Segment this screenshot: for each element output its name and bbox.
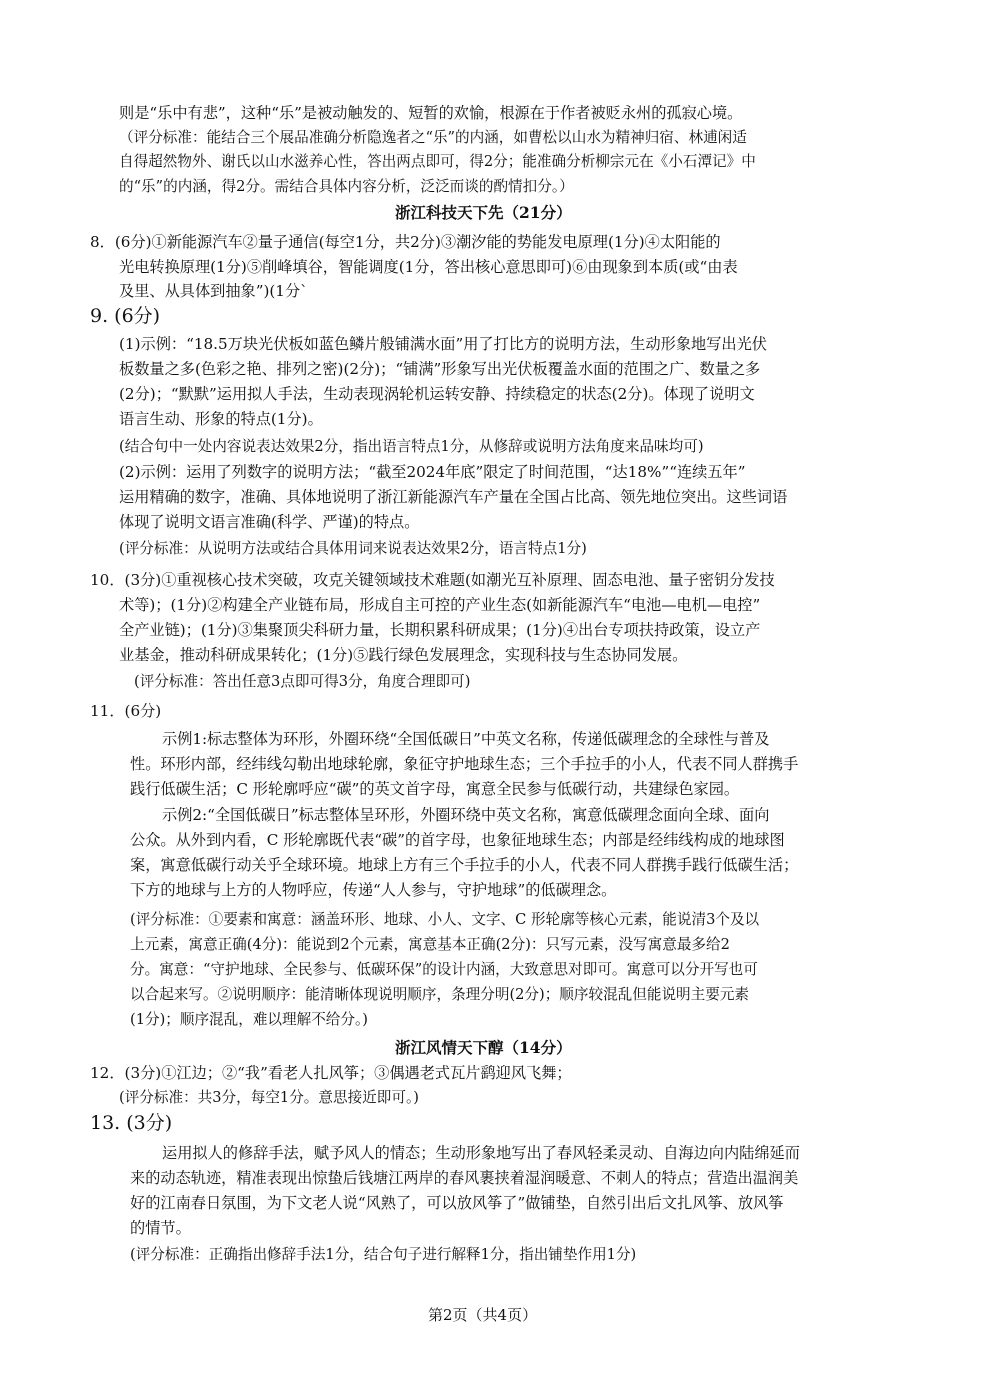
- text-line: 运用精确的数字，准确、具体地说明了浙江新能源汽车产量在全国占比高、领先地位突出。这些词语: [119, 488, 788, 506]
- scoring-criteria: 上元素，寓意正确(4分)：能说到2个元素，寓意基本正确(2分)：只写元素，没写寓意最多给2: [130, 936, 730, 953]
- text-line: 案，寓意低碳行动关乎全球环境。地球上方有三个手拉手的小人，代表不同人群携手践行低碳生活；: [130, 856, 799, 874]
- scoring-criteria: (评分标准：共3分，每空1分。意思接近即可。): [119, 1089, 419, 1106]
- text-line: 全产业链)；(1分)③集聚顶尖科研力量，长期积累科研成果；(1分)④出台专项扶持政策，设立产: [119, 621, 761, 639]
- text-line: 性。环形内部，经纬线勾勒出地球轮廓，象征守护地球生态；三个手拉手的小人，代表不同人群携手: [130, 755, 799, 773]
- section-heading: 浙江科技天下先（21分）: [395, 203, 572, 222]
- scoring-criteria: (1分)；顺序混乱，难以理解不给分。): [130, 1011, 368, 1028]
- scoring-criteria: (评分标准：正确指出修辞手法1分，结合句子进行解释1分，指出铺垫作用1分): [130, 1246, 637, 1263]
- scoring-criteria: 自得超然物外、谢氏以山水滋养心性，答出两点即可，得2分；能准确分析柳宗元在《小石潭记》中: [119, 153, 756, 170]
- text-line: (2分)；“默默”运用拟人手法，生动表现涡轮机运转安静、持续稳定的状态(2分)。体现了说明文: [119, 385, 755, 403]
- scoring-criteria: (评分标准：答出任意3点即可得3分，角度合理即可): [134, 673, 471, 690]
- answer-12: 12．(3分)①江边；②“我”看老人扎风筝；③偶遇老式瓦片鹞迎风飞舞；: [90, 1064, 572, 1082]
- answer-11-example-2: 示例2:“全国低碳日”标志整体呈环形，外圈环绕中英文名称，寓意低碳理念面向全球、面向: [162, 806, 770, 824]
- answer-13: 运用拟人的修辞手法，赋予风人的情态；生动形象地写出了春风轻柔灵动、自海边向内陆绵延而: [162, 1144, 800, 1162]
- answer-9-1: (1)示例：“18.5万块光伏板如蓝色鳞片般铺满水面”用了打比方的说明方法，生动形象地写出光伏: [119, 335, 767, 353]
- text-line: 则是“乐中有悲”，这种“乐”是被动触发的、短暂的欢愉，根源在于作者被贬永州的孤寂心境。: [119, 104, 743, 122]
- text-line: 的情节。: [130, 1219, 191, 1237]
- scoring-criteria: (评分标准：①要素和寓意：涵盖环形、地球、小人、文字、C 形轮廓等核心元素，能说清3个及以: [130, 911, 760, 928]
- text-line: 及里、从具体到抽象”)(1分`: [119, 282, 308, 300]
- answer-10: 10．(3分)①重视核心技术突破，攻克关键领域技术难题(如潮光互补原理、固态电池、量子密钥分发技: [90, 571, 775, 589]
- answer-8: 8．(6分)①新能源汽车②量子通信(每空1分，共2分)③潮汐能的势能发电原理(1分)④太阳能的: [90, 233, 721, 251]
- text-line: 体现了说明文语言准确(科学、严谨)的特点。: [119, 513, 420, 531]
- text-line: 板数量之多(色彩之艳、排列之密)(2分)；“铺满”形象写出光伏板覆盖水面的范围之广、数量之多: [119, 360, 761, 378]
- section-heading: 浙江风情天下醇（14分）: [395, 1038, 572, 1057]
- scoring-criteria: (结合句中一处内容说表达效果2分，指出语言特点1分，从修辞或说明方法角度来品味均可): [119, 438, 704, 455]
- scoring-criteria: (评分标准：从说明方法或结合具体用词来说表达效果2分，语言特点1分): [119, 540, 587, 557]
- text-line: 业基金，推动科研成果转化；(1分)⑤践行绿色发展理念，实现科技与生态协同发展。: [119, 646, 688, 664]
- text-line: 光电转换原理(1分)⑤削峰填谷，智能调度(1分，答出核心意思即可)⑥由现象到本质(或“由表: [119, 258, 738, 276]
- question-number-11: 11．(6分): [90, 702, 162, 720]
- scoring-criteria: 的“乐”的内涵，得2分。需结合具体内容分析，泛泛而谈的酌情扣分。）: [119, 178, 574, 195]
- scoring-criteria: （评分标准：能结合三个展品准确分析隐逸者之“乐”的内涵，如曹松以山水为精神归宿、林逋闲适: [119, 129, 747, 146]
- text-line: 好的江南春日氛围，为下文老人说“风熟了，可以放风筝了”做铺垫，自然引出后文扎风筝、放风筝: [130, 1194, 784, 1212]
- text-line: 语言生动、形象的特点(1分)。: [119, 410, 323, 428]
- scoring-criteria: 以合起来写。②说明顺序：能清晰体现说明顺序，条理分明(2分)；顺序较混乱但能说明主要元素: [130, 986, 750, 1003]
- text-line: 来的动态轨迹，精准表现出惊蛰后钱塘江两岸的春风裹挟着湿润暖意、不刺人的特点；营造出温润美: [130, 1169, 799, 1187]
- page-footer: 第2页（共4页）: [428, 1306, 538, 1324]
- scoring-criteria: 分。寓意：“守护地球、全民参与、低碳环保”的设计内涵，大致意思对即可。寓意可以分开写也可: [130, 961, 758, 978]
- text-line: 术等)；(1分)②构建全产业链布局，形成自主可控的产业生态(如新能源汽车“电池—电机—电控”: [119, 596, 761, 614]
- text-line: 下方的地球与上方的人物呼应，传递“人人参与，守护地球”的低碳理念。: [130, 881, 617, 899]
- text-line: 公众。从外到内看，C 形轮廓既代表“碳”的首字母，也象征地球生态；内部是经纬线构成的地球图: [130, 831, 785, 849]
- text-line: 践行低碳生活；C 形轮廓呼应“碳”的英文首字母，寓意全民参与低碳行动，共建绿色家园。: [130, 780, 740, 798]
- answer-11-example-1: 示例1:标志整体为环形，外圈环绕“全国低碳日”中英文名称，传递低碳理念的全球性与普及: [162, 730, 770, 748]
- question-number-13: 13. (3分): [90, 1112, 173, 1134]
- question-number-9: 9. (6分): [90, 305, 161, 327]
- answer-9-2: (2)示例：运用了列数字的说明方法；“截至2024年底”限定了时间范围，“达18%”“连续五年”: [119, 463, 746, 481]
